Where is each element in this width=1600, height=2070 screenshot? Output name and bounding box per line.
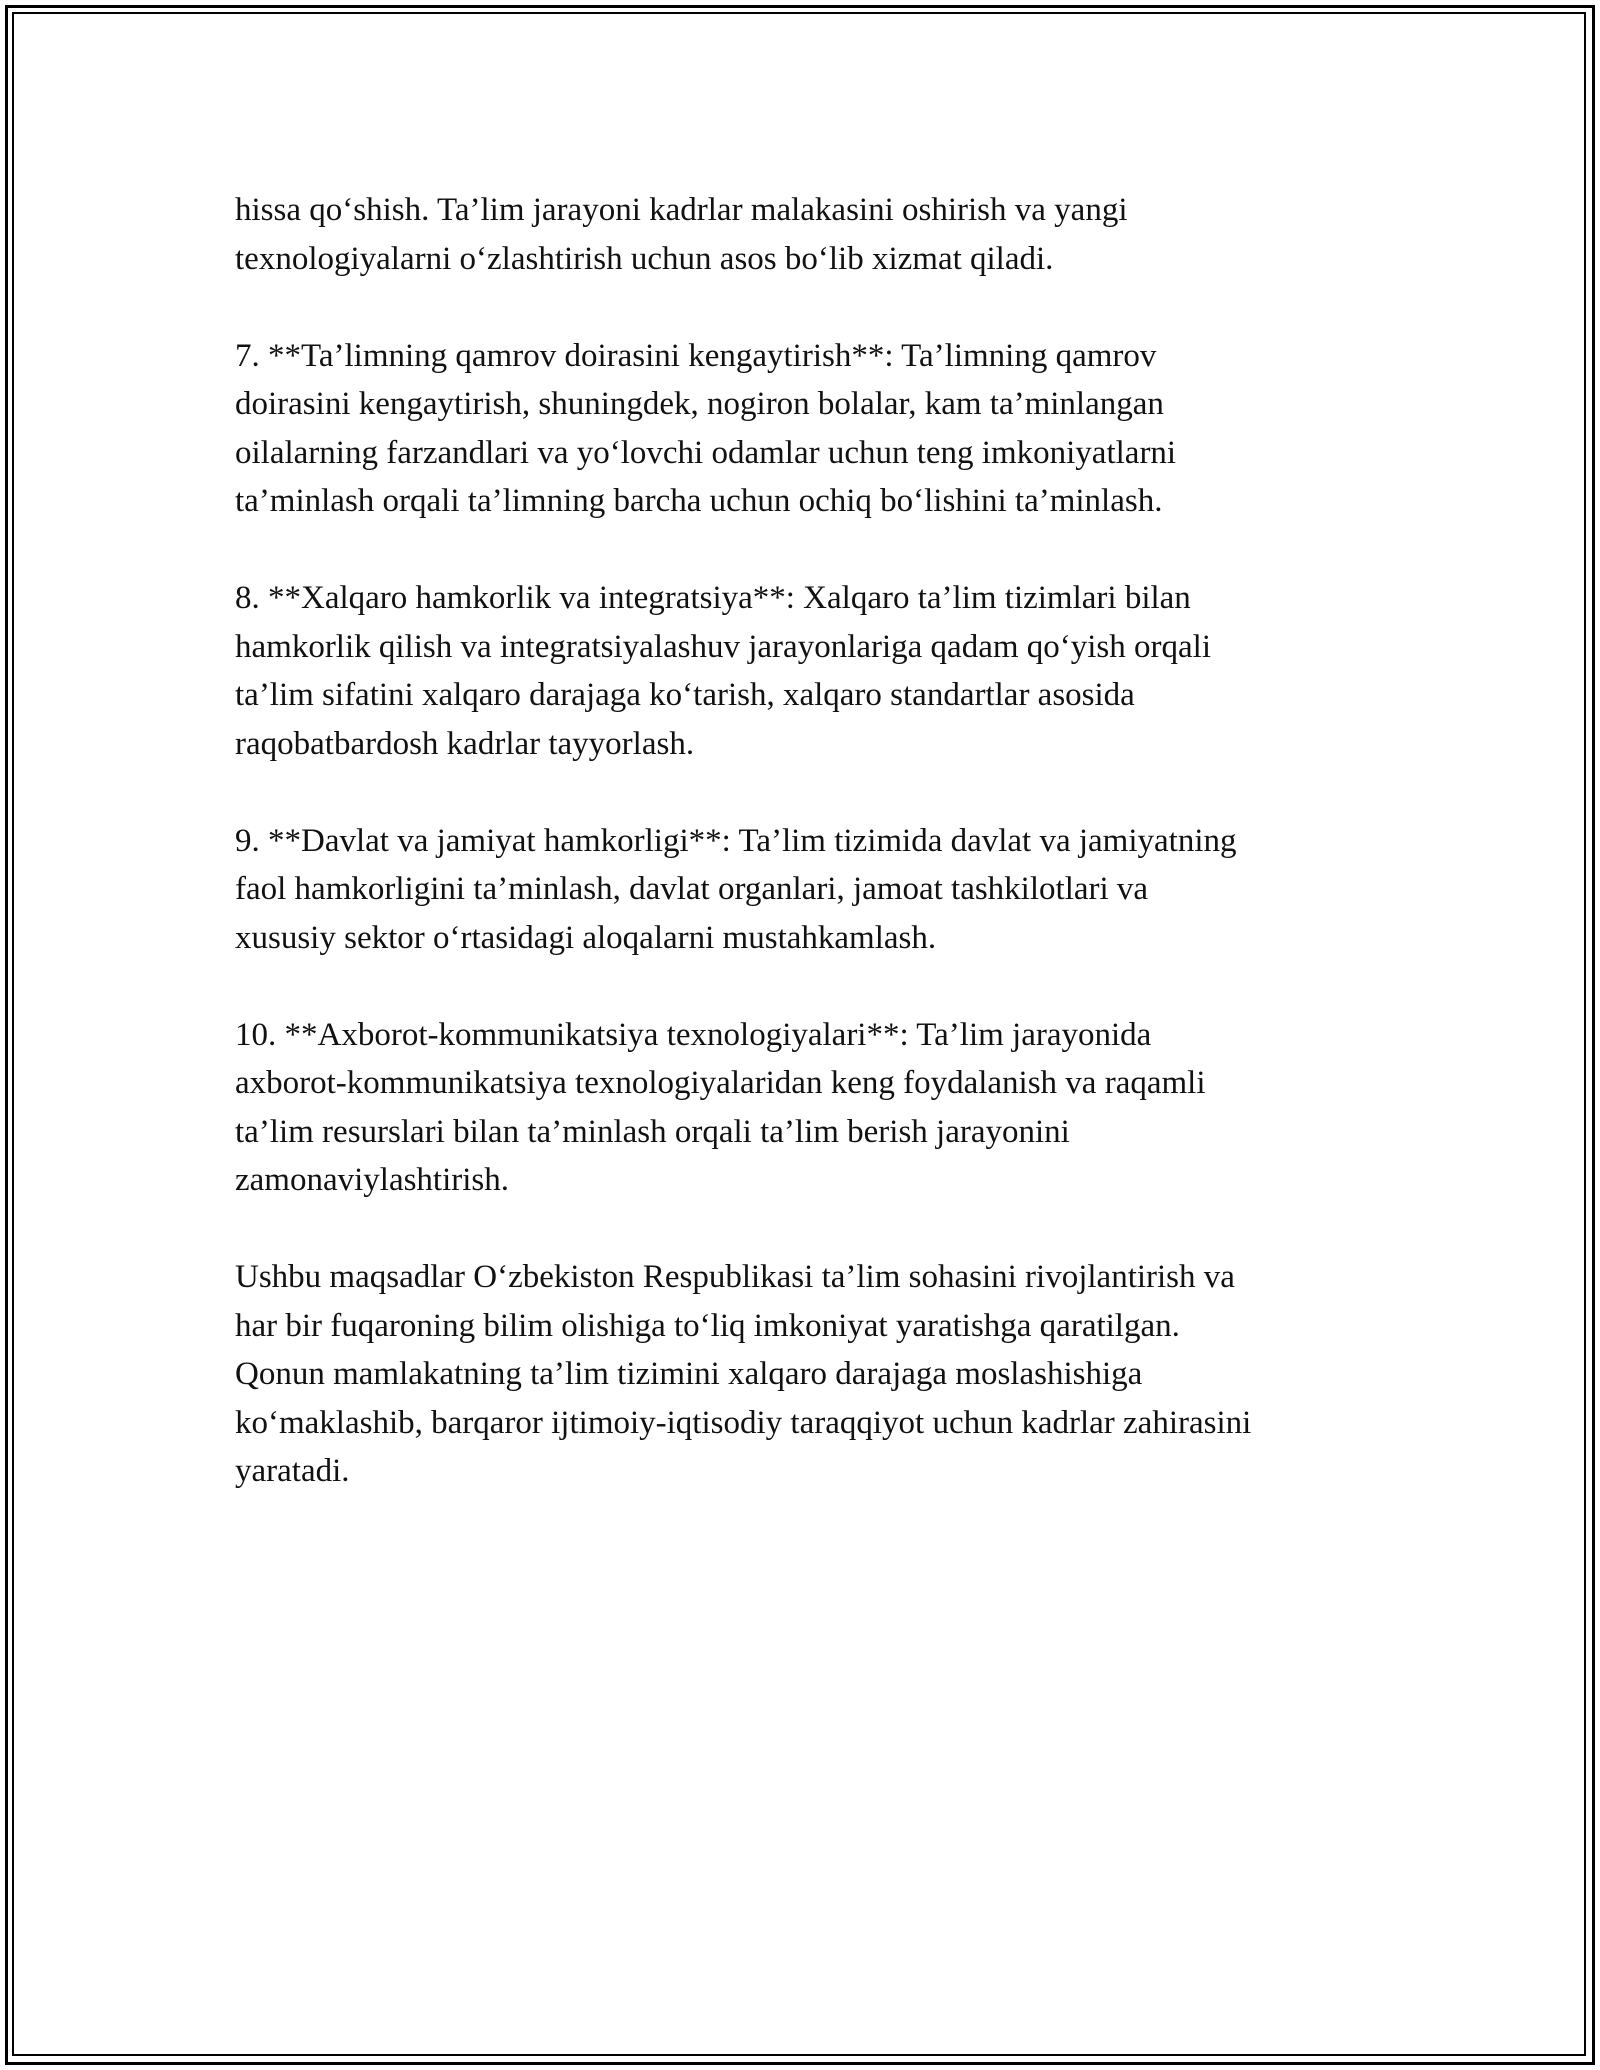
- paragraph-item-8: 8. **Xalqaro hamkorlik va integratsiya**: Xalqaro ta’lim tizimlari bilan hamkorlik qilish va integratsiyalashuv jarayonlariga qadam qo‘yish orqali ta’lim sifatini xalqaro darajaga ko‘tarish, xalqaro standartlar asosida raqobatbardosh kadrlar tayyorlash.: [235, 580, 1211, 762]
- paragraph-item-9: 9. **Davlat va jamiyat hamkorligi**: Ta’lim tizimida davlat va jamiyatning faol hamkorligini ta’minlash, davlat organlari, jamoat tashkilotlari va xususiy sektor o‘rtasidagi aloqalarni mustahkamlash.: [235, 822, 1237, 956]
- paragraph-continuation: hissa qo‘shish. Ta’lim jarayoni kadrlar malakasini oshirish va yangi texnologiyalarni o‘zlashtirish uchun asos bo‘lib xizmat qiladi.: [235, 192, 1128, 277]
- paragraph-conclusion: Ushbu maqsadlar O‘zbekiston Respublikasi ta’lim sohasini rivojlantirish va har bir fuqaroning bilim olishiga to‘liq imkoniyat yaratishga qaratilgan. Qonun mamlakatning ta’lim tizimini xalqaro darajaga moslashishiga ko‘maklashib, barqaror ijtimoiy-iqtisodiy taraqqiyot uchun kadrlar zahirasini yaratadi.: [235, 1259, 1252, 1489]
- document-body: [235, 186, 1375, 1496]
- paragraph-item-7: 7. **Ta’limning qamrov doirasini kengaytirish**: Ta’limning qamrov doirasini kengaytirish, shuningdek, nogiron bolalar, kam ta’minlangan oilalarning farzandlari va yo‘lovchi odamlar uchun teng imkoniyatlarni ta’minlash orqali ta’limning barcha uchun ochiq bo‘lishini ta’minlash.: [235, 337, 1177, 519]
- paragraph-item-10: 10. **Axborot-kommunikatsiya texnologiyalari**: Ta’lim jarayonida axborot-kommunikatsiya texnologiyalaridan keng foydalanish va raqamli ta’lim resurslari bilan ta’minlash orqali ta’lim berish jarayonini zamonaviylashtirish.: [235, 1016, 1206, 1198]
